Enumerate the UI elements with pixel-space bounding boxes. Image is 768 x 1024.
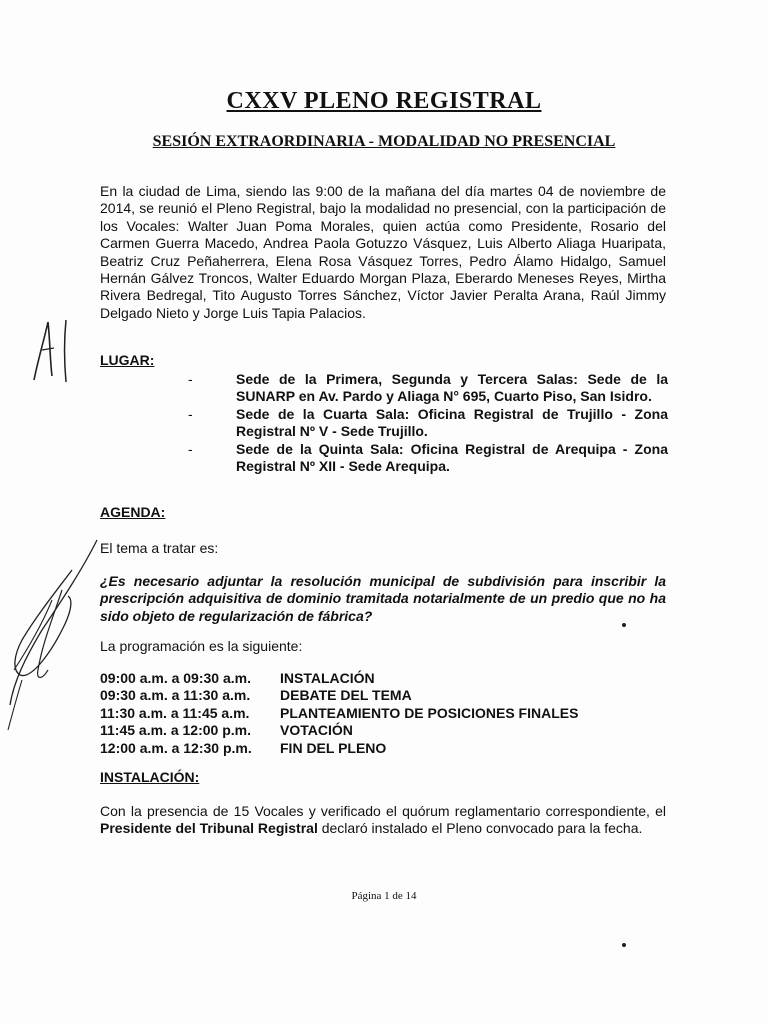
lugar-item — [188, 441, 668, 476]
schedule-time: 09:00 a.m. a 09:30 a.m. — [100, 670, 251, 686]
lugar-heading: LUGAR: — [100, 352, 155, 368]
ink-dot — [621, 622, 627, 628]
schedule-table — [100, 670, 578, 757]
agenda-question: ¿Es necesario adjuntar la resolución municipal de subdivisión para inscribir la prescripción adquisitiva de dominio tramitada notarialmente de un predio que no ha sido objeto de regularización de fábrica? — [100, 573, 666, 624]
instalacion-text-start: Con la presencia de 15 Vocales y verificado el quórum reglamentario correspondiente, el — [100, 803, 666, 819]
schedule-time: 12:00 a.m. a 12:30 p.m. — [100, 739, 252, 756]
schedule-row — [100, 722, 578, 739]
schedule-activity: VOTACIÓN — [280, 722, 353, 739]
schedule-time: 09:30 a.m. a 11:30 a.m. — [100, 687, 251, 704]
instalacion-paragraph — [100, 803, 666, 838]
programacion-intro: La programación es la siguiente: — [100, 638, 303, 654]
document-title: CXXV PLENO REGISTRAL — [226, 88, 542, 114]
tema-intro: El tema a tratar es: — [100, 540, 219, 556]
handwritten-initials-mark — [28, 310, 83, 390]
page-number: Página 1 de 14 — [351, 890, 417, 902]
schedule-activity: FIN DEL PLENO — [280, 739, 387, 756]
lugar-item-text: Sede de la Cuarta Sala: Oficina Registral de Trujillo - Zona Registral Nº V - Sede Trujillo. — [236, 405, 668, 440]
schedule-row — [100, 670, 578, 687]
schedule-activity: DEBATE DEL TEMA — [280, 687, 412, 704]
lugar-item — [188, 371, 668, 406]
handwritten-signature — [2, 530, 112, 740]
instalacion-text-end: declaró instalado el Pleno convocado para la fecha. — [317, 820, 643, 837]
schedule-row — [100, 705, 578, 722]
schedule-time: 11:45 a.m. a 12:00 p.m. — [100, 722, 251, 739]
dash-marker: - — [188, 405, 193, 422]
schedule-time: 11:30 a.m. a 11:45 a.m. — [100, 704, 250, 721]
lugar-item-text: Sede de la Quinta Sala: Oficina Registral de Arequipa - Zona Registral Nº XII - Sede Arequipa. — [236, 440, 668, 475]
lugar-item — [188, 406, 668, 441]
agenda-heading: AGENDA: — [100, 504, 166, 520]
schedule-activity: INSTALACIÓN — [280, 670, 375, 686]
schedule-row — [100, 687, 578, 704]
ink-dot — [621, 942, 627, 948]
instalacion-text-bold: Presidente del Tribunal Registral — [100, 820, 318, 837]
dash-marker: - — [188, 440, 193, 457]
schedule-row — [100, 740, 578, 757]
schedule-activity: PLANTEAMIENTO DE POSICIONES FINALES — [280, 704, 579, 721]
lugar-list — [188, 371, 668, 475]
intro-paragraph: En la ciudad de Lima, siendo las 9:00 de la mañana del día martes 04 de noviembre de 2014, se reunió el Pleno Registral, bajo la modalidad no presencial, con la participación de los Vocales: Walter Juan Poma Morales, quien actúa como Presidente, Rosario del Carmen Guerra Macedo, Andrea Paola Gotuzzo Vásquez, Luis Alberto Aliaga Huaripata, Beatriz Cruz Peñaherrera, Elena Rosa Vásquez Torres, Pedro Álamo Hidalgo, Samuel Hernán Gálvez Troncos, Walter Eduardo Morgan Plaza, Eberardo Meneses Reyes, Mirtha Rivera Bedregal, Tito Augusto Torres Sánchez, Víctor Javier Peralta Arana, Raúl Jimmy Delgado Nieto y Jorge Luis Tapia Palacios. — [100, 183, 666, 321]
dash-marker: - — [188, 371, 193, 387]
lugar-item-text: Sede de la Primera, Segunda y Tercera Salas: Sede de la SUNARP en Av. Pardo y Aliaga N° 695, Cuarto Piso, San Isidro. — [236, 371, 668, 405]
document-subtitle: SESIÓN EXTRAORDINARIA - MODALIDAD NO PRESENCIAL — [152, 133, 616, 150]
instalacion-heading: INSTALACIÓN: — [100, 769, 200, 785]
